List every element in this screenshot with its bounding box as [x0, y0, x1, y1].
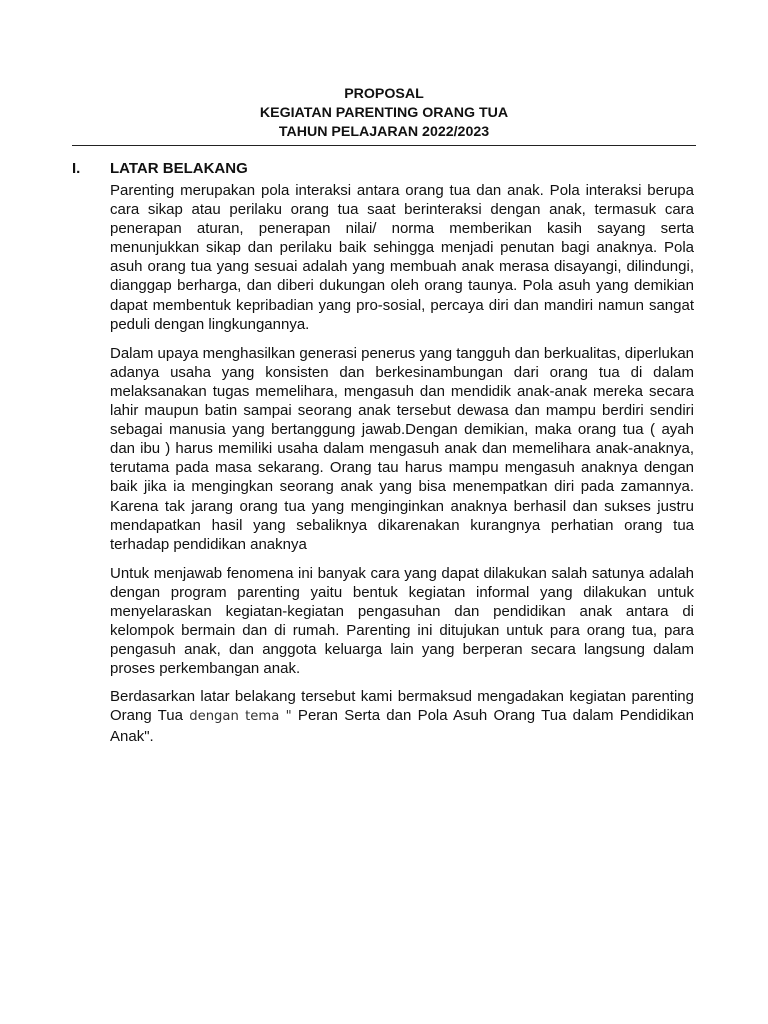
paragraph-4-end: Peran Serta dan Pola Asuh Orang Tua dalam Pendidikan Anak". — [110, 707, 694, 745]
section-body — [110, 181, 694, 756]
header-school-year: TAHUN PELAJARAN 2022/2023 — [278, 124, 490, 140]
paragraph-4-start: Berdasarkan latar belakang tersebut kami bermaksud mengadakan kegiatan parenting Orang Tua — [110, 688, 694, 725]
paragraph-4-theme-phrase: dengan tema " — [189, 709, 292, 725]
header-subtitle: KEGIATAN PARENTING ORANG TUA — [259, 105, 509, 121]
paragraph-3: Untuk menjawab fenomena ini banyak cara yang dapat dilakukan salah satunya adalah dengan program parenting yaitu bentuk kegiatan informal yang dilakukan untuk menyelaraskan kegiatan-kegiatan pengasuhan dan pendidikan anak antara di kelompok bermain dan di rumah. Parenting ini ditujukan untuk para orang tua, para pengasuh anak, dan anggota keluarga lain yang berperan secara langsung dalam proses perkembangan anak. — [110, 564, 694, 678]
paragraph-2: Dalam upaya menghasilkan generasi penerus yang tangguh dan berkualitas, diperlukan adanya usaha yang konsisten dan berkesinambungan dari orang tua di dalam melaksanakan tugas memelihara, mengasuh dan mendidik anak-anak mereka secara lahir maupun batin sampai seorang anak tersebut dewasa dan mampu berdiri sendiri sebagai manusia yang bertanggung jawab.Dengan demikian, maka orang tua ( ayah dan ibu ) harus memiliki usaha dalam mengasuh anak dan memelihara anak-anaknya, terutama pada masa sekarang. Orang tau harus mampu mengasuh anaknya dengan baik jika ia mengingkan seorang anak yang bisa menempatkan diri pada zamannya. Karena tak jarang orang tua yang menginginkan anaknya berhasil dan sukses justru mendapatkan hasil yang sebaliknya dikarenakan kurangnya perhatian orang tua terhadap pendidikan anaknya — [110, 344, 694, 553]
section-title: LATAR BELAKANG — [110, 160, 248, 177]
header-title: PROPOSAL — [344, 86, 424, 102]
section-number: I. — [72, 160, 81, 177]
paragraph-1: Parenting merupakan pola interaksi antara orang tua dan anak. Pola interaksi berupa cara sikap atau perilaku orang tua saat berinteraksi dengan anak, termasuk cara penerapan aturan, penerapan nilai/ norma memberikan kasih sayang serta menunjukkan sikap dan perilaku baik sehingga menjadi penutan bagi anaknya. Pola asuh orang tua yang sesuai adalah yang membuah anak merasa disayangi, dilindungi, dianggap berharga, dan diberi dukungan oleh orang taunya. Pola asuh yang demikian dapat membentuk kepribadian yang pro-sosial, percaya diri dan mandiri namun sangat peduli dengan lingkungannya. — [110, 182, 694, 333]
document-header — [72, 85, 696, 142]
header-divider — [72, 145, 696, 146]
paragraph-4 — [110, 687, 694, 745]
